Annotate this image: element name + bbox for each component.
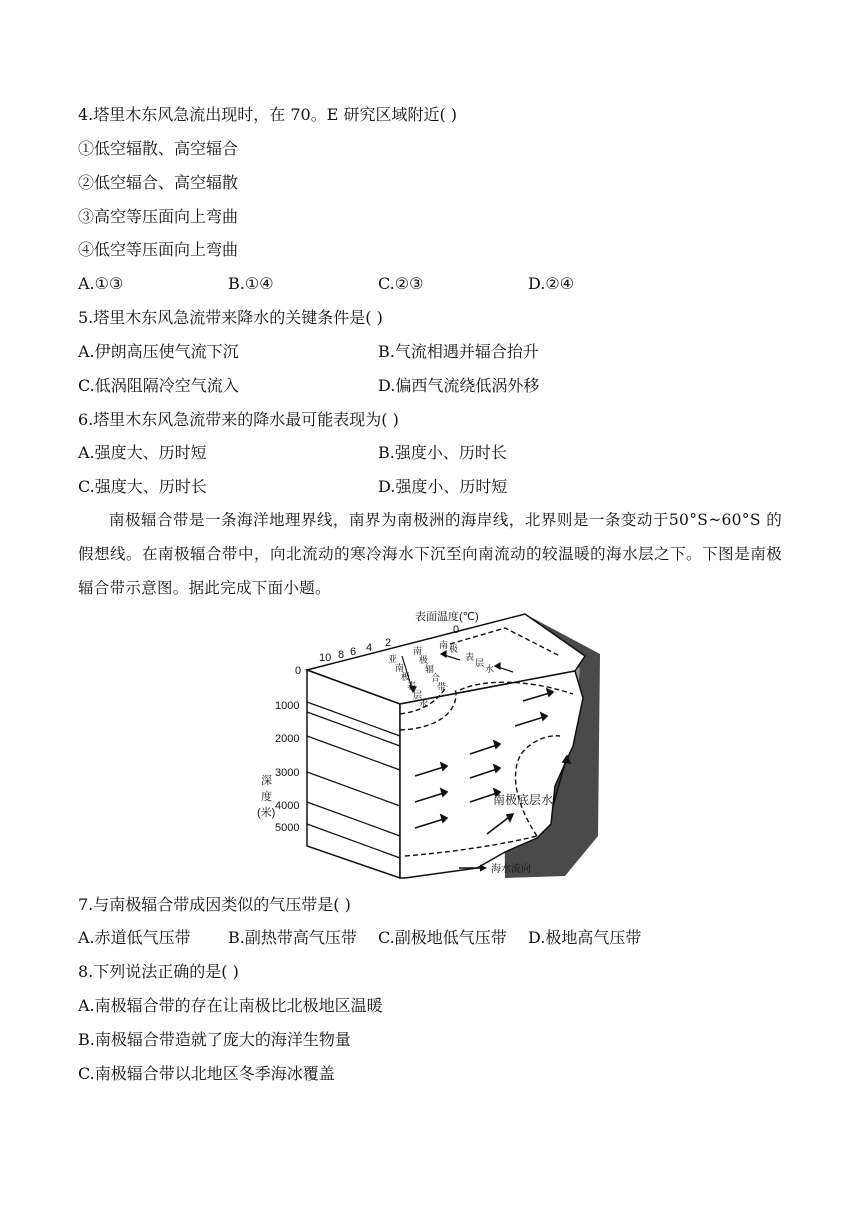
question-7-option-c: C.副极地低气压带: [378, 928, 507, 947]
convergence-char-4: 合: [431, 673, 441, 683]
question-8-stem: 8.下列说法正确的是( ): [78, 962, 239, 981]
depth-tick-5000: 5000: [275, 822, 300, 834]
question-4-option-c: C.②③: [378, 274, 424, 293]
convergence-char-3: 辐: [425, 664, 435, 674]
depth-tick-2000: 2000: [275, 733, 300, 745]
antarctic-convergence-diagram: [255, 606, 607, 884]
legend-arrow-icon: [480, 865, 487, 872]
temp-tick-10: 10: [319, 652, 332, 664]
question-5-option-a: A.伊朗高压使气流下沉: [78, 342, 239, 361]
depth-label-2: 度: [261, 791, 272, 803]
question-4-option-b: B.①④: [228, 274, 274, 293]
subantarctic-char-5: 层: [413, 690, 423, 700]
question-6-option-a: A.强度大、历时短: [78, 443, 207, 462]
passage: 南极辐合带是一条海洋地理界线，南界为南极洲的海岸线，北界则是一条变动于50°S~60°S 的假想线。在南极辐合带中，向北流动的寒冷海水下沉至向南流动的较温暖的海水层之下。下图是南极辐合带示意图。据此完成下面小题。: [78, 511, 782, 597]
subantarctic-char-4: 表: [407, 681, 417, 691]
question-4-option-d: D.②④: [528, 274, 575, 293]
legend-label: 海水流向: [491, 864, 531, 875]
convergence-char-2: 极: [419, 655, 429, 665]
antarctic-surface-char-5: 水: [485, 664, 495, 674]
question-5-option-d: D.偏西气流绕低涡外移: [378, 376, 540, 395]
temp-tick-2: 2: [385, 637, 392, 649]
question-6-stem: 6.塔里木东风急流带来的降水最可能表现为( ): [78, 410, 399, 429]
question-7-option-d: D.极地高气压带: [528, 928, 642, 947]
temp-tick-0: 0: [453, 624, 460, 636]
question-6-option-c: C.强度大、历时长: [78, 477, 207, 496]
subantarctic-char-2: 南: [395, 663, 405, 673]
antarctic-surface-char-4: 层: [475, 658, 485, 668]
question-5-stem: 5.塔里木东风急流带来降水的关键条件是( ): [78, 308, 383, 327]
antarctic-surface-char-3: 表: [465, 652, 475, 662]
question-5-option-c: C.低涡阻隔冷空气流入: [78, 376, 239, 395]
question-6-option-d: D.强度小、历时短: [378, 477, 508, 496]
convergence-char-5: 带: [437, 682, 447, 692]
subantarctic-char-3: 极: [401, 672, 411, 682]
depth-label-1: 深: [261, 775, 272, 787]
question-4-stem: 4.塔里木东风急流出现时，在 70。E 研究区域附近( ): [78, 105, 458, 124]
convergence-char-1: 南: [413, 646, 423, 656]
temp-tick-8: 8: [338, 649, 345, 661]
question-8-option-c: C.南极辐合带以北地区冬季海冰覆盖: [78, 1064, 335, 1083]
subantarctic-char-1: 亚: [388, 654, 398, 664]
depth-label-3: (米): [257, 807, 276, 819]
antarctic-surface-char-1: 南: [439, 640, 449, 650]
question-7-stem: 7.与南极辐合带成因类似的气压带是( ): [78, 895, 351, 914]
question-7-option-a: A.赤道低气压带: [78, 928, 191, 947]
question-5-option-b: B.气流相遇并辐合抬升: [378, 342, 539, 361]
question-4-statement-4: ④低空等压面向上弯曲: [78, 240, 239, 259]
antarctic-surface-char-2: 极: [449, 644, 459, 654]
temp-tick-4: 4: [366, 642, 373, 654]
temp-tick-6: 6: [350, 646, 357, 658]
question-4-statement-1: ①低空辐散、高空辐合: [78, 139, 239, 158]
bottom-water-label: 南极底层水: [493, 793, 554, 807]
depth-tick-3000: 3000: [275, 767, 300, 779]
question-7-option-b: B.副热带高气压带: [228, 928, 357, 947]
depth-tick-0: 0: [295, 665, 302, 677]
block-left-face: [307, 670, 400, 878]
subantarctic-char-6: 水: [419, 699, 429, 709]
question-8-option-b: B.南极辐合带造就了庞大的海洋生物量: [78, 1030, 351, 1049]
question-4-statement-3: ③高空等压面向上弯曲: [78, 207, 239, 226]
depth-tick-4000: 4000: [275, 800, 300, 812]
question-4-option-a: A.①③: [78, 274, 124, 293]
question-6-option-b: B.强度小、历时长: [378, 443, 507, 462]
question-8-option-a: A.南极辐合带的存在让南极比北极地区温暖: [78, 996, 383, 1015]
surface-temp-label: 表面温度(℃): [415, 611, 479, 623]
depth-tick-1000: 1000: [275, 700, 300, 712]
question-4-statement-2: ②低空辐合、高空辐散: [78, 173, 239, 192]
